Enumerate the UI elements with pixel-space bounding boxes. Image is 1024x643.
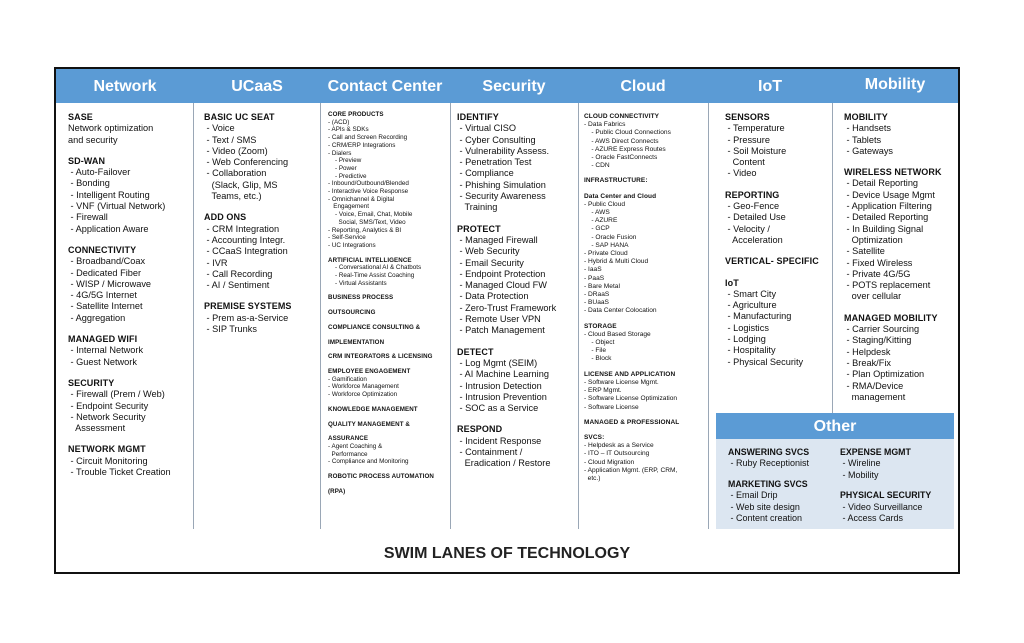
list-item: - CDN xyxy=(584,162,610,170)
list-item: - Power xyxy=(328,164,357,172)
list-item: - Application Mgmt. (ERP, CRM, xyxy=(584,466,678,474)
list-item: - Firewall xyxy=(68,212,108,223)
list-item: - Zero-Trust Framework xyxy=(457,302,557,313)
list-item: - AZURE xyxy=(584,217,618,225)
list-item: - Satellite Internet xyxy=(68,301,143,312)
list-item: - Containment / xyxy=(457,447,523,458)
list-item: - Temperature xyxy=(725,123,785,134)
list-item: - Handsets xyxy=(844,123,891,134)
list-item: - Voice, Email, Chat, Mobile xyxy=(328,211,413,219)
list-item: - Software License Optimization xyxy=(584,395,678,403)
list-item: - Bare Metal xyxy=(584,282,620,290)
list-item: - SIP Trunks xyxy=(204,324,257,335)
list-item: - GCP xyxy=(584,225,610,233)
lane-mobility-content xyxy=(844,112,956,403)
list-item: - AZURE Express Routes xyxy=(584,145,666,153)
list-item: - Gamification xyxy=(328,375,367,383)
list-item: - Object xyxy=(584,339,615,347)
list-item: - Intelligent Routing xyxy=(68,189,150,200)
list-item: - Pressure xyxy=(725,134,770,145)
list-item: - Security Awareness xyxy=(457,191,546,202)
section-heading: MOBILITY xyxy=(844,112,888,122)
section-heading: EXPENSE MGMT xyxy=(840,447,911,457)
list-item: Social, SMS/Text, Video xyxy=(328,218,406,226)
list-item: - Broadband/Coax xyxy=(68,256,146,267)
list-item: - Break/Fix xyxy=(844,357,891,368)
list-item: management xyxy=(844,391,906,402)
list-item: - VNF (Virtual Network) xyxy=(68,201,166,212)
list-item: - Web Security xyxy=(457,246,520,257)
section-heading: IoT xyxy=(725,277,739,288)
lane-cloud-content xyxy=(584,113,706,483)
list-item: - PaaS xyxy=(584,274,605,282)
lane-title-cloud: Cloud xyxy=(620,78,666,95)
lane-ucaas-content xyxy=(204,112,318,335)
section-heading: EMPLOYEE ENGAGEMENT xyxy=(328,367,411,375)
section-heading: WIRELESS NETWORK xyxy=(844,167,942,178)
list-item: - Circuit Monitoring xyxy=(68,455,148,466)
section-heading: BASIC UC SEAT xyxy=(204,112,275,122)
list-item: - UC Integrations xyxy=(328,241,376,249)
section-heading: CORE PRODUCTS xyxy=(328,111,384,118)
list-item: - Conversational AI & Chatbots xyxy=(328,264,422,272)
list-item: - Hybrid & Multi Cloud xyxy=(584,258,649,266)
list-item: - Ruby Receptionist xyxy=(728,458,810,469)
section-heading: COMPLIANCE CONSULTING & xyxy=(328,323,421,331)
list-item: - Fixed Wireless xyxy=(844,257,913,268)
list-item: - Application Aware xyxy=(68,223,149,234)
lane-contact-center-content xyxy=(328,111,450,495)
section-heading: ASSURANCE xyxy=(328,435,369,443)
section-heading: DETECT xyxy=(457,346,494,357)
list-item: - Manufacturing xyxy=(725,311,792,322)
list-item: - Predictive xyxy=(328,172,367,180)
list-item: - CCaaS Integration xyxy=(204,246,288,257)
list-item: - AI Machine Learning xyxy=(457,369,549,380)
list-item: - Public Cloud Connections xyxy=(584,129,671,137)
list-item: - Data Center Colocation xyxy=(584,307,657,315)
list-item: - Logistics xyxy=(725,322,769,333)
list-item: Teams, etc.) xyxy=(204,191,262,202)
list-item: - Virtual CISO xyxy=(457,123,517,134)
list-item: - Device Usage Mgmt xyxy=(844,189,935,200)
list-item: - Preview xyxy=(328,157,362,165)
list-item: - Internal Network xyxy=(68,345,144,356)
list-item: - CRM Integration xyxy=(204,223,280,234)
section-heading: ARTIFICIAL INTELLIGENCE xyxy=(328,256,412,264)
section-heading: PREMISE SYSTEMS xyxy=(204,301,292,312)
section-heading: SENSORS xyxy=(725,112,770,122)
list-item: - SAP HANA xyxy=(584,241,629,249)
section-heading: CONNECTIVITY xyxy=(68,244,137,255)
lane-title-contact-center: Contact Center xyxy=(327,78,443,95)
list-item: - Collaboration xyxy=(204,168,267,179)
list-item: - Interactive Voice Response xyxy=(328,188,409,196)
section-heading: IMPLEMENTATION xyxy=(328,338,385,346)
list-item: - Detail Reporting xyxy=(844,178,919,189)
list-item: - Cyber Consulting xyxy=(457,134,536,145)
other-title: Other xyxy=(716,413,954,439)
list-item: and security xyxy=(68,134,118,145)
list-item: - Tablets xyxy=(844,134,882,145)
list-item: - Block xyxy=(584,355,612,363)
list-item: - Accounting Integr. xyxy=(204,234,286,245)
list-item: - SOC as a Service xyxy=(457,403,539,414)
list-item: - Application Filtering xyxy=(844,201,932,212)
list-item: - IaaS xyxy=(584,266,602,274)
list-item: - Hospitality xyxy=(725,345,776,356)
list-item: - Reporting, Analytics & BI xyxy=(328,226,402,234)
list-item: - Agriculture xyxy=(725,300,777,311)
list-item: Optimization xyxy=(844,234,903,245)
list-item: - 4G/5G Internet xyxy=(68,290,137,301)
list-item: - Virtual Assistants xyxy=(328,279,387,287)
list-item: - Email Security xyxy=(457,257,524,268)
list-item: - Patch Management xyxy=(457,325,545,336)
list-item: - Intrusion Detection xyxy=(457,380,542,391)
lane-divider xyxy=(193,103,194,529)
list-item: - Omnichannel & Digital xyxy=(328,195,395,203)
list-item: - Voice xyxy=(204,123,235,134)
other-panel xyxy=(716,413,954,529)
section-heading: REPORTING xyxy=(725,189,780,200)
list-item: - Workforce Optimization xyxy=(328,391,398,399)
list-item: - In Building Signal xyxy=(844,223,924,234)
section-heading: SVCS: xyxy=(584,433,605,441)
list-item: - Endpoint Protection xyxy=(457,268,546,279)
list-item: - Managed Cloud FW xyxy=(457,280,547,291)
section-heading: OUTSOURCING xyxy=(328,309,376,317)
section-heading: STORAGE xyxy=(584,322,617,330)
list-item: - Oracle FastConnects xyxy=(584,154,658,162)
section-heading: SASE xyxy=(68,112,93,122)
list-item: - IVR xyxy=(204,257,228,268)
section-heading: PROTECT xyxy=(457,223,501,234)
section-heading: INFRASTRUCTURE: xyxy=(584,177,648,185)
list-item: - Auto-Failover xyxy=(68,167,131,178)
list-item: - Smart City xyxy=(725,288,777,299)
list-item: - AWS xyxy=(584,209,610,217)
list-item: - Inbound/Outbound/Blended xyxy=(328,180,409,188)
list-item: - Helpdesk xyxy=(844,346,891,357)
list-item: Network optimization xyxy=(68,123,154,134)
list-item: - Geo-Fence xyxy=(725,201,780,212)
other-right-column xyxy=(840,447,952,524)
list-item: - Remote User VPN xyxy=(457,314,541,325)
list-item: - DRaaS xyxy=(584,291,610,299)
list-item: - Self-Service xyxy=(328,234,366,242)
section-heading: MANAGED & PROFESSIONAL xyxy=(584,418,680,426)
list-item: - (ACD) xyxy=(328,118,350,126)
lane-title-security: Security xyxy=(482,78,546,95)
list-item: - Cloud Based Storage xyxy=(584,330,651,338)
list-item: - Aggregation xyxy=(68,312,126,323)
list-item: Assessment xyxy=(68,423,126,434)
section-heading: ADD ONS xyxy=(204,212,247,223)
list-item: - Plan Optimization xyxy=(844,369,925,380)
list-item: - Dedicated Fiber xyxy=(68,267,142,278)
list-item: - RMA/Device xyxy=(844,380,904,391)
list-item: - Managed Firewall xyxy=(457,234,538,245)
list-item: - Soil Moisture xyxy=(725,145,787,156)
list-item: - Staging/Kitting xyxy=(844,335,912,346)
section-heading: IDENTIFY xyxy=(457,112,499,122)
swim-lanes-chart xyxy=(54,67,960,574)
list-item: - Call Recording xyxy=(204,268,273,279)
list-item: - Text / SMS xyxy=(204,134,257,145)
list-item: - Endpoint Security xyxy=(68,400,149,411)
list-item: - AWS Direct Connects xyxy=(584,137,659,145)
list-item: - Oracle Fusion xyxy=(584,233,637,241)
list-item: - Real-Time Assist Coaching xyxy=(328,272,415,280)
list-item: - File xyxy=(584,347,606,355)
list-item: - Compliance xyxy=(457,168,514,179)
list-item: - Velocity / xyxy=(725,223,770,234)
section-heading: ANSWERING SVCS xyxy=(728,447,810,457)
list-item: - Mobility xyxy=(840,469,879,480)
list-item: - Intrusion Prevention xyxy=(457,391,547,402)
section-heading: NETWORK MGMT xyxy=(68,444,146,455)
lane-title-network: Network xyxy=(93,78,157,95)
list-item: - Dialers xyxy=(328,149,352,157)
list-item: Content xyxy=(725,157,765,168)
list-item: (Slack, Glip, MS xyxy=(204,179,278,190)
lane-header-bar xyxy=(56,69,958,103)
list-item: - Network Security xyxy=(68,411,146,422)
section-heading: (RPA) xyxy=(328,487,346,495)
list-item: - Call and Screen Recording xyxy=(328,134,408,142)
lane-title-mobility: Mobility xyxy=(864,76,926,93)
list-item: - Software License xyxy=(584,403,639,411)
section-heading: SD-WAN xyxy=(68,155,106,166)
lane-divider xyxy=(578,103,579,529)
list-item: - Satellite xyxy=(844,246,885,257)
lane-divider xyxy=(450,103,451,529)
list-item: - Wireline xyxy=(840,458,881,469)
list-item: Training xyxy=(457,202,498,213)
section-heading: SECURITY xyxy=(68,377,115,388)
list-item: - ERP Mgmt. xyxy=(584,387,622,395)
section-heading: RESPOND xyxy=(457,424,503,435)
lane-divider xyxy=(320,103,321,529)
list-item: - Web Conferencing xyxy=(204,157,289,168)
section-heading: CRM INTEGRATORS & LICENSING xyxy=(328,353,433,361)
list-item: - Vulnerability Assess. xyxy=(457,145,550,156)
list-item: - Compliance and Monitoring xyxy=(328,458,409,466)
list-item: - Gateways xyxy=(844,145,894,156)
list-item: - Firewall (Prem / Web) xyxy=(68,389,165,400)
list-item: - Data Fabrics xyxy=(584,121,626,129)
list-item: - Phishing Simulation xyxy=(457,179,546,190)
lane-security-content xyxy=(457,112,577,470)
list-item: - Access Cards xyxy=(840,513,904,524)
list-item: - POTS replacement xyxy=(844,280,931,291)
list-item: - Incident Response xyxy=(457,435,542,446)
list-item: etc.) xyxy=(584,474,601,482)
list-item: - Lodging xyxy=(725,334,766,345)
section-heading: ROBOTIC PROCESS AUTOMATION xyxy=(328,473,434,481)
list-item: Performance xyxy=(328,450,368,458)
list-item: - Penetration Test xyxy=(457,157,532,168)
list-item: over cellular xyxy=(844,291,902,302)
list-item: Engagement xyxy=(328,203,369,211)
list-item: - Cloud Migration xyxy=(584,458,635,466)
list-item: - Physical Security xyxy=(725,356,804,367)
list-item: - Software License Mgmt. xyxy=(584,378,659,386)
list-item: - Private 4G/5G xyxy=(844,268,911,279)
section-heading: QUALITY MANAGEMENT & xyxy=(328,420,410,428)
section-heading: MARKETING SVCS xyxy=(728,478,808,489)
section-heading: BUSINESS PROCESS xyxy=(328,294,394,302)
list-item: - Public Cloud xyxy=(584,200,626,208)
list-item: - ITO – IT Outsourcing xyxy=(584,450,650,458)
section-heading: Data Center and Cloud xyxy=(584,192,657,200)
list-item: - Video xyxy=(725,168,757,179)
section-heading: KNOWLEDGE MANAGEMENT xyxy=(328,405,418,413)
list-item: - AI / Sentiment xyxy=(204,280,270,291)
section-heading: MANAGED WIFI xyxy=(68,334,138,345)
list-item: - Video (Zoom) xyxy=(204,145,268,156)
list-item: Eradication / Restore xyxy=(457,458,551,469)
list-item: - Prem as-a-Service xyxy=(204,312,289,323)
section-heading: CLOUD CONNECTIVITY xyxy=(584,113,660,120)
list-item: - Log Mgmt (SEIM) xyxy=(457,357,538,368)
list-item: - BUaaS xyxy=(584,299,609,307)
list-item: - Carrier Sourcing xyxy=(844,324,920,335)
chart-title: SWIM LANES OF TECHNOLOGY xyxy=(383,545,631,562)
other-left-column xyxy=(728,447,838,524)
list-item: - APIs & SDKs xyxy=(328,126,369,134)
list-item: - Agent Coaching & xyxy=(328,442,383,450)
lane-iot-content xyxy=(725,112,831,368)
lane-title-iot: IoT xyxy=(758,78,782,95)
list-item: - Bonding xyxy=(68,178,110,189)
list-item: - Trouble Ticket Creation xyxy=(68,467,171,478)
section-heading: VERTICAL- SPECIFIC xyxy=(725,256,819,267)
section-heading: MANAGED MOBILITY xyxy=(844,312,938,323)
list-item: Acceleration xyxy=(725,234,783,245)
lane-divider xyxy=(708,103,709,529)
list-item: - Data Protection xyxy=(457,291,529,302)
list-item: - Detailed Reporting xyxy=(844,212,929,223)
list-item: - Web site design xyxy=(728,501,800,512)
list-item: - WISP / Microwave xyxy=(68,278,152,289)
list-item: - Private Cloud xyxy=(584,250,628,258)
section-heading: PHYSICAL SECURITY xyxy=(840,490,932,501)
list-item: - Email Drip xyxy=(728,490,778,501)
lane-network-content xyxy=(68,112,192,478)
list-item: - Content creation xyxy=(728,513,803,524)
list-item: - Helpdesk as a Service xyxy=(584,442,654,450)
list-item: - Workforce Management xyxy=(328,383,399,391)
lane-divider xyxy=(832,103,833,413)
lane-title-ucaas: UCaaS xyxy=(231,78,283,95)
list-item: - Guest Network xyxy=(68,356,137,367)
list-item: - CRM/ERP Integrations xyxy=(328,141,396,149)
section-heading: LICENSE AND APPLICATION xyxy=(584,370,676,378)
list-item: - Video Surveillance xyxy=(840,501,923,512)
list-item: - Detailed Use xyxy=(725,212,786,223)
